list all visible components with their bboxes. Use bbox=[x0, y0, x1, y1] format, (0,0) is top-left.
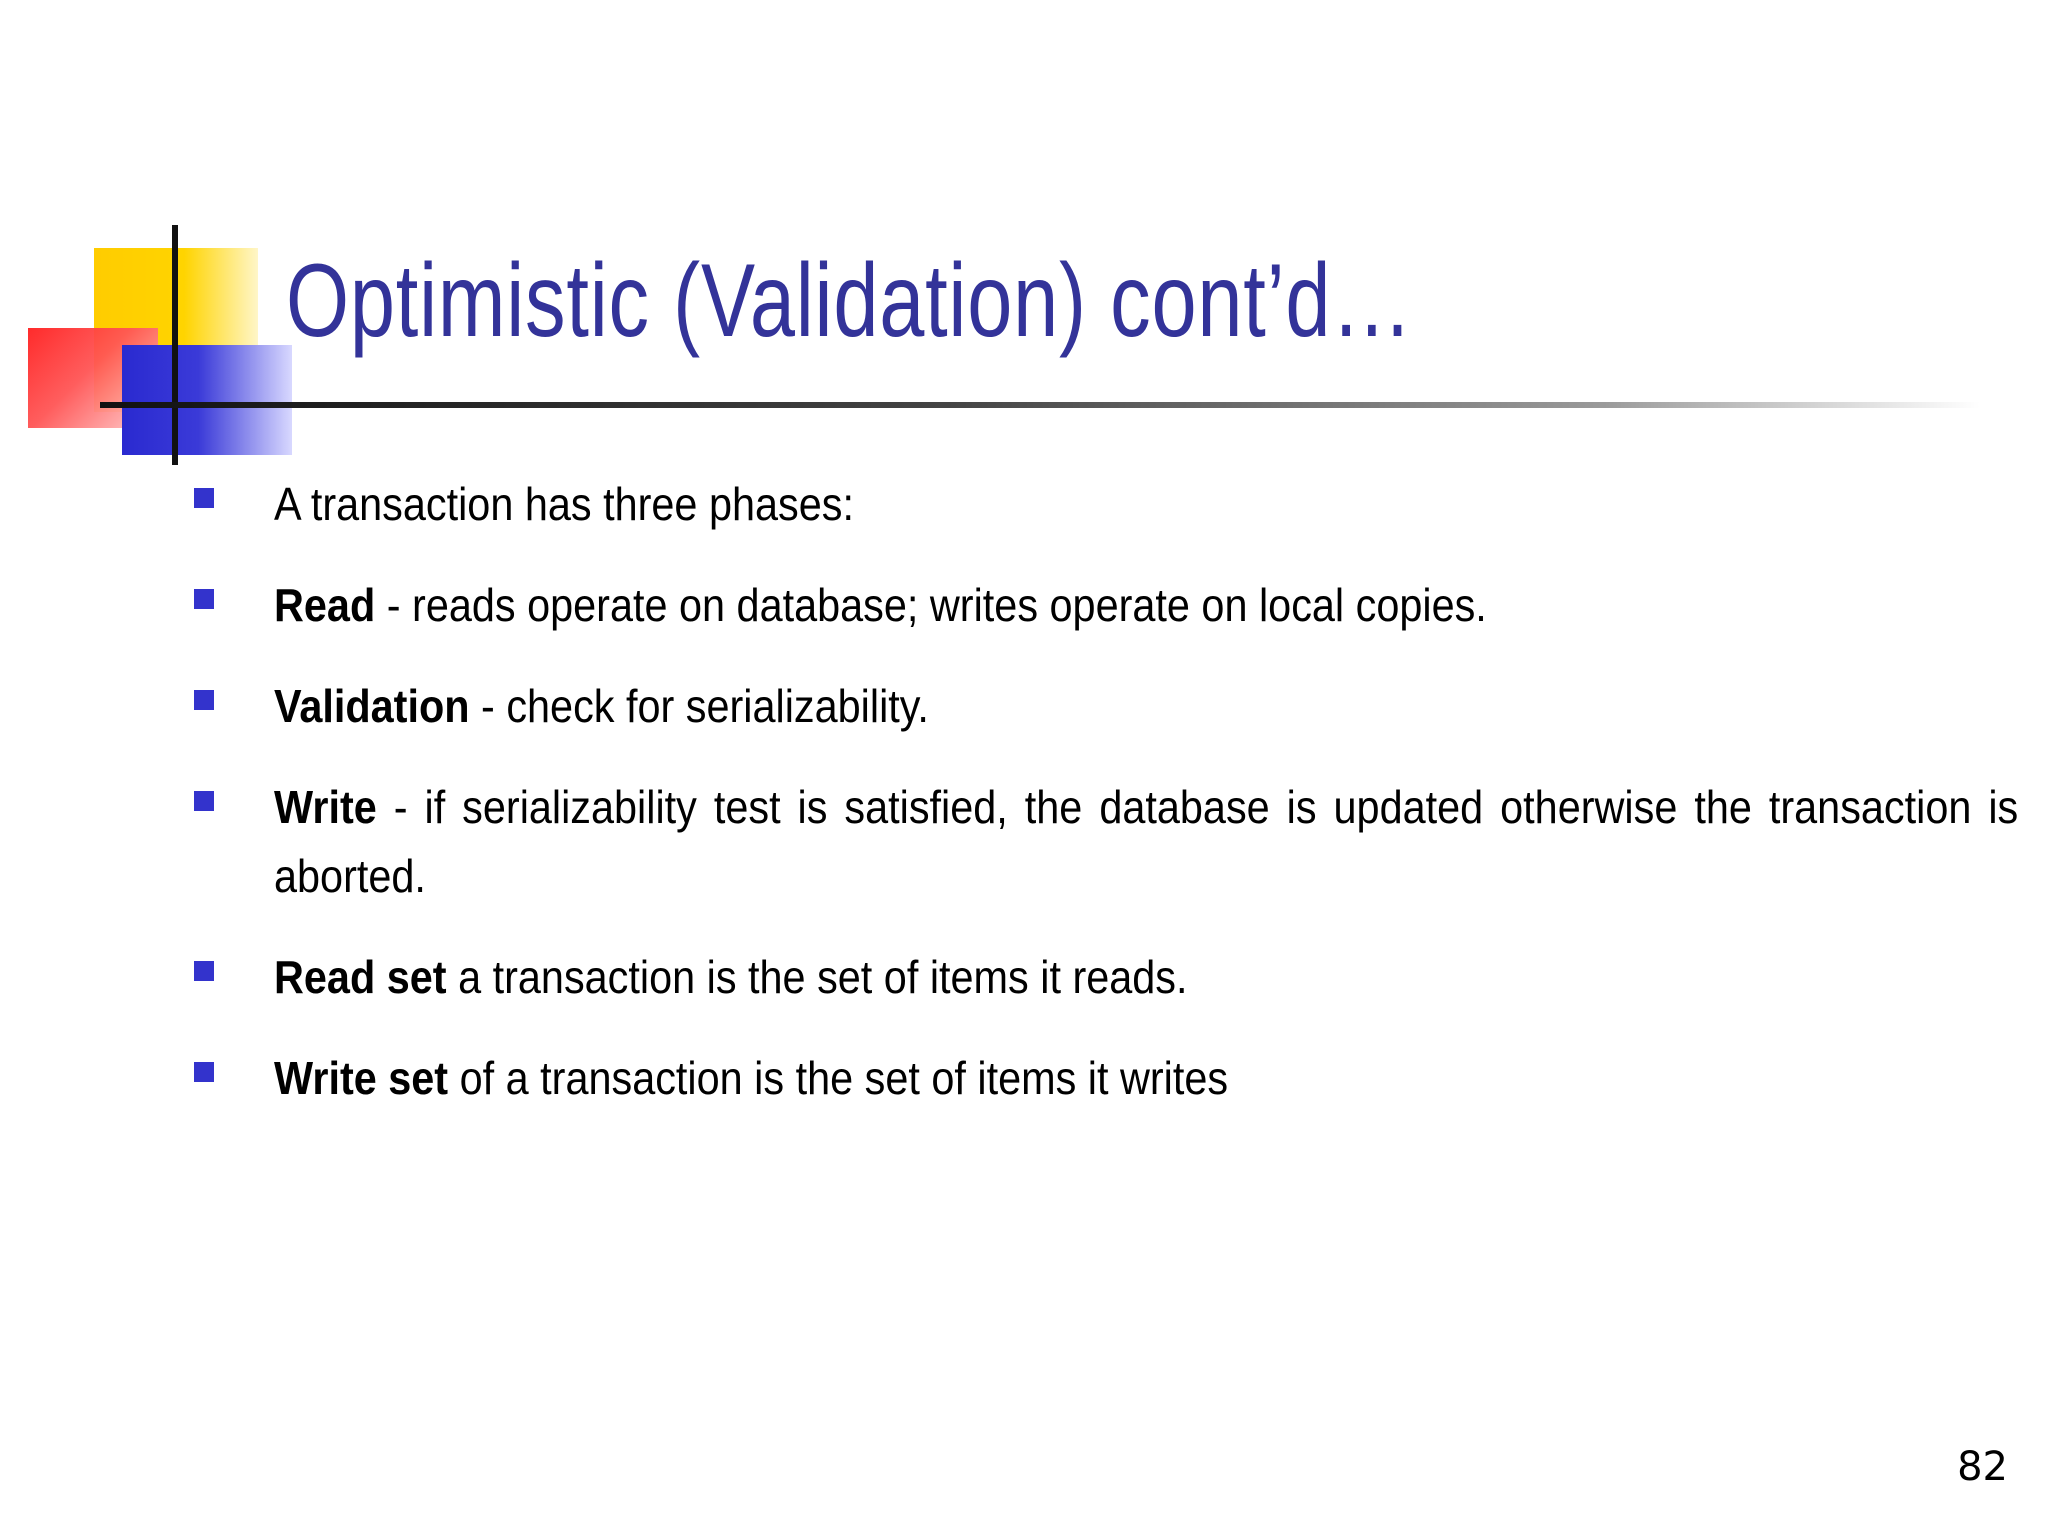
slide-logo-decoration bbox=[0, 0, 320, 480]
square-bullet-icon bbox=[194, 791, 214, 811]
bullet-item-write bbox=[190, 773, 2020, 911]
bullet-text: of a transaction is the set of items it writes bbox=[448, 1052, 1229, 1104]
square-bullet-icon bbox=[194, 1062, 214, 1082]
bullet-list bbox=[190, 470, 2020, 1145]
bullet-text: - if serializability test is satisfied, the database is updated otherwise the transaction is aborted. bbox=[274, 781, 2019, 902]
bullet-item-read-set bbox=[190, 943, 2020, 1012]
title-underline bbox=[100, 402, 1980, 408]
logo-vertical-line bbox=[172, 225, 178, 465]
bullet-item-phases bbox=[190, 470, 2020, 539]
square-bullet-icon bbox=[194, 589, 214, 609]
bullet-item-read bbox=[190, 571, 2020, 640]
blue-square-shape bbox=[122, 345, 292, 455]
bullet-term: Read set bbox=[274, 951, 447, 1003]
bullet-text: - check for serializability. bbox=[469, 680, 929, 732]
bullet-item-validation bbox=[190, 672, 2020, 741]
bullet-item-write-set bbox=[190, 1044, 2020, 1113]
square-bullet-icon bbox=[194, 690, 214, 710]
slide-title: Optimistic (Validation) cont’d… bbox=[286, 243, 1414, 359]
bullet-term: Read bbox=[274, 579, 376, 631]
bullet-term: Validation bbox=[274, 680, 470, 732]
bullet-term: Write bbox=[274, 781, 377, 833]
square-bullet-icon bbox=[194, 488, 214, 508]
bullet-term: Write set bbox=[274, 1052, 449, 1104]
page-number: 82 bbox=[1957, 1444, 2008, 1490]
bullet-text: - reads operate on database; writes operate on local copies. bbox=[375, 579, 1487, 631]
bullet-text: A transaction has three phases: bbox=[274, 478, 854, 530]
square-bullet-icon bbox=[194, 961, 214, 981]
bullet-text: a transaction is the set of items it reads. bbox=[446, 951, 1188, 1003]
